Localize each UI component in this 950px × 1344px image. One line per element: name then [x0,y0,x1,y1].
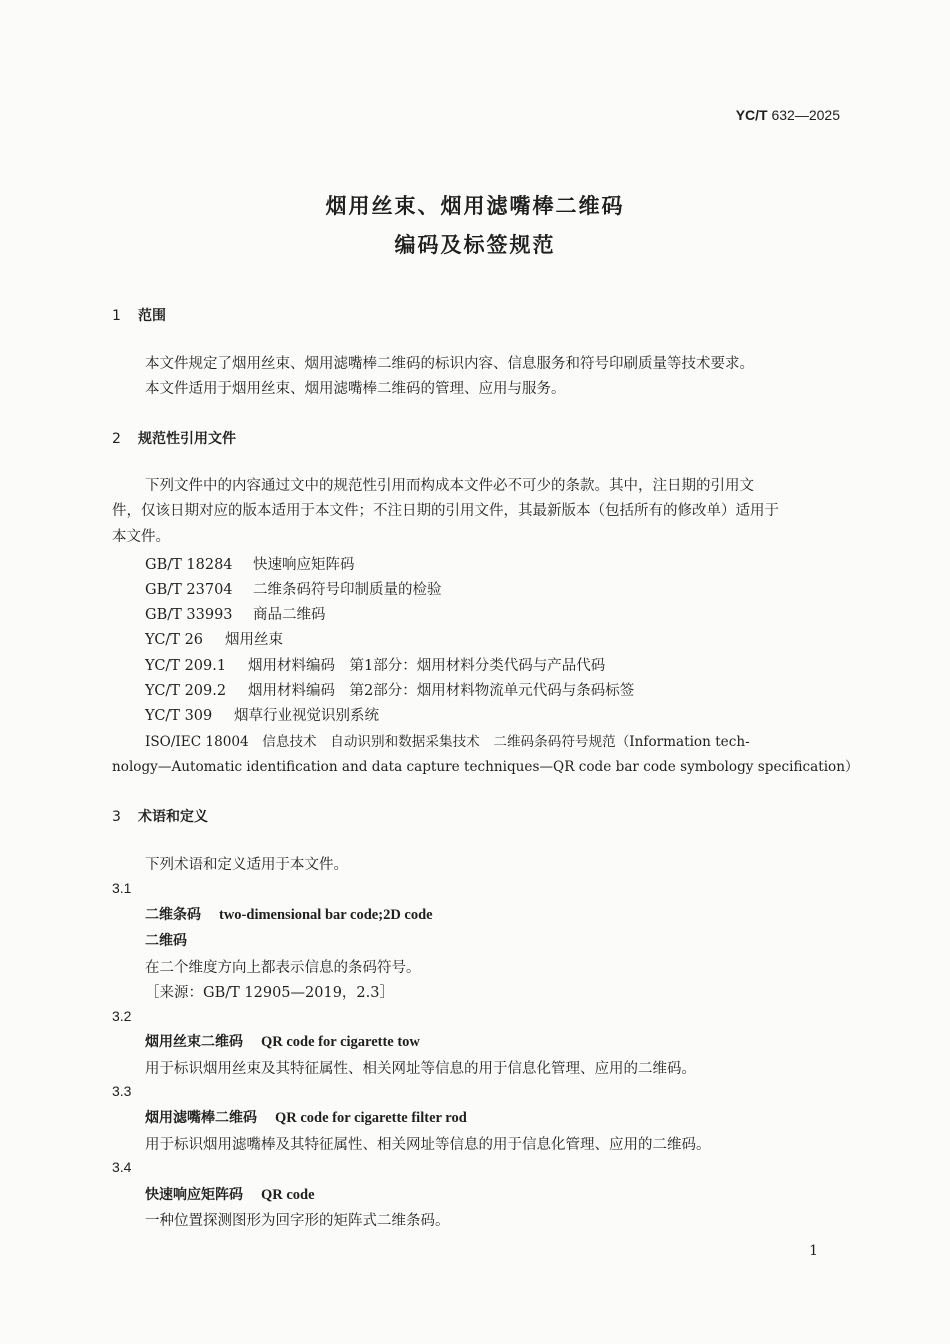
term-english: QR code for cigarette filter rod [275,1110,467,1126]
term-definition: 用于标识烟用丝束及其特征属性、相关网址等信息的用于信息化管理、应用的二维码。 [145,1061,696,1077]
reference-item [145,704,379,725]
term-heading [145,1184,315,1204]
term-heading [145,904,433,924]
reference-code: GB/T 33993 [145,607,233,623]
iso-reference-line2: nology—Automatic identification and data capture techniques—QR code bar code symbology specification） [112,759,859,775]
terms-intro: 下列术语和定义适用于本文件。 [145,857,348,873]
reference-item [145,654,605,675]
section-number: 3 [112,809,121,825]
reference-code: GB/T 23704 [145,582,233,598]
reference-title: 烟用材料编码 第2部分：烟用材料物流单元代码与条码标签 [248,683,635,699]
section-title: 范围 [138,308,166,324]
reference-title: 烟用材料编码 第1部分：烟用材料分类代码与产品代码 [248,658,606,674]
term-chinese: 烟用丝束二维码 [145,1034,243,1050]
reference-code: YC/T 209.2 [145,683,227,699]
section-number: 2 [112,431,121,447]
document-title-line1: 烟用丝束、烟用滤嘴棒二维码 [325,194,625,218]
term-number: 3.3 [112,1083,132,1099]
reference-item [145,578,442,599]
term-number: 3.2 [112,1008,132,1024]
reference-item [145,628,283,649]
term-definition: 在二个维度方向上都表示信息的条码符号。 [145,960,421,976]
term-source: ［来源：GB/T 12905—2019，2.3］ [145,985,394,1001]
term-chinese: 烟用滤嘴棒二维码 [145,1110,257,1126]
iso-reference-line1: ISO/IEC 18004 信息技术 自动识别和数据采集技术 二维码条码符号规范（Information tech- [145,734,750,750]
standard-code-number: 632—2025 [771,107,840,123]
reference-title: 商品二维码 [253,607,326,623]
term-chinese: 二维条码 [145,907,201,923]
section-title: 规范性引用文件 [138,431,236,447]
scope-paragraph-1: 本文件规定了烟用丝束、烟用滤嘴棒二维码的标识内容、信息服务和符号印刷质量等技术要求。 [145,356,754,372]
reference-code: YC/T 26 [145,632,204,648]
standard-code [736,107,840,123]
term-heading [145,1031,420,1051]
term-number: 3.1 [112,880,132,896]
references-intro-line2: 件，仅该日期对应的版本适用于本文件；不注日期的引用文件，其最新版本（包括所有的修改单）适用于 [112,503,779,519]
references-intro-line1: 下列文件中的内容通过文中的规范性引用而构成本文件必不可少的条款。其中，注日期的引用文 [145,478,754,494]
reference-title: 烟草行业视觉识别系统 [234,708,379,724]
reference-code: YC/T 209.1 [145,658,227,674]
section-3-heading [112,806,208,826]
document-title-line2: 编码及标签规范 [394,233,556,257]
reference-item [145,679,634,700]
term-chinese: 快速响应矩阵码 [145,1187,243,1203]
term-definition: 用于标识烟用滤嘴棒及其特征属性、相关网址等信息的用于信息化管理、应用的二维码。 [145,1137,711,1153]
term-number: 3.4 [112,1159,132,1175]
standard-code-prefix: YC/T [735,107,768,123]
term-alternative: 二维码 [145,933,187,949]
page-number: 1 [809,1243,818,1259]
section-number: 1 [112,308,121,324]
section-title: 术语和定义 [138,809,208,825]
reference-code: GB/T 18284 [145,557,233,573]
references-intro-line3: 本文件。 [112,529,170,545]
reference-item [145,553,355,574]
section-1-heading [112,305,166,325]
reference-title: 二维条码符号印制质量的检验 [253,582,442,598]
term-heading [145,1107,467,1127]
reference-code: YC/T 309 [145,708,213,724]
reference-title: 烟用丝束 [225,632,283,648]
scope-paragraph-2: 本文件适用于烟用丝束、烟用滤嘴棒二维码的管理、应用与服务。 [145,381,566,397]
reference-title: 快速响应矩阵码 [253,557,355,573]
term-english: two-dimensional bar code;2D code [219,907,433,923]
reference-item [145,603,326,624]
term-english: QR code [261,1187,315,1203]
term-english: QR code for cigarette tow [261,1034,420,1050]
term-definition: 一种位置探测图形为回字形的矩阵式二维条码。 [145,1213,450,1229]
section-2-heading [112,428,236,448]
